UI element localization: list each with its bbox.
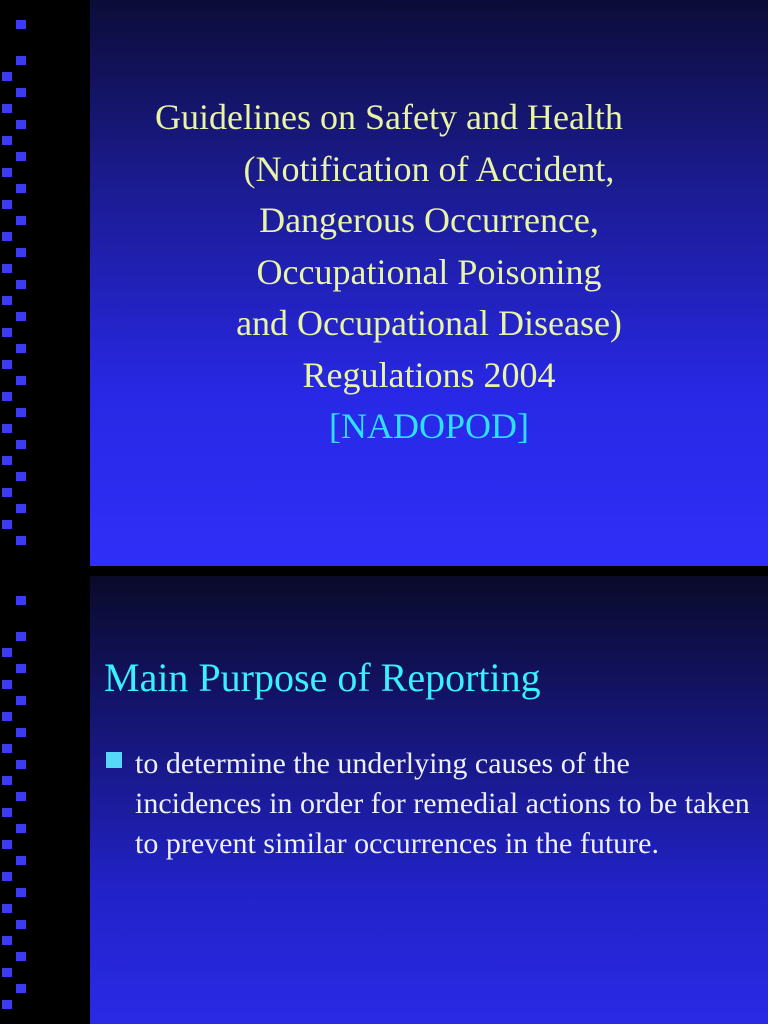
- sidebar-square: [2, 520, 12, 529]
- sidebar-square: [2, 264, 12, 273]
- sidebar-square: [2, 680, 12, 689]
- sidebar-square: [2, 904, 12, 913]
- sidebar-square: [16, 248, 26, 257]
- sidebar-square: [2, 168, 12, 177]
- sidebar-square: [16, 20, 26, 29]
- sidebar-square: [16, 312, 26, 321]
- sidebar-square: [2, 648, 12, 657]
- sidebar-square: [16, 152, 26, 161]
- sidebar-square: [2, 936, 12, 945]
- sidebar-square: [16, 408, 26, 417]
- sidebar-square: [2, 424, 12, 433]
- sidebar-square: [16, 920, 26, 929]
- sidebar-square: [16, 184, 26, 193]
- sidebar-square: [2, 872, 12, 881]
- bullet-text: to determine the underlying causes of the incidences in order for remedial actions to be taken to prevent similar occurrences in the future.: [135, 747, 750, 860]
- title-acronym: [NADOPOD]: [329, 406, 529, 446]
- slide-sidebar-decoration: [0, 0, 90, 566]
- sidebar-square: [2, 712, 12, 721]
- sidebar-square: [2, 296, 12, 305]
- sidebar-square: [16, 760, 26, 769]
- sidebar-square: [16, 632, 26, 641]
- sidebar-square: [2, 328, 12, 337]
- sidebar-square: [16, 984, 26, 993]
- sidebar-square: [16, 504, 26, 513]
- title-line: Dangerous Occurrence,: [259, 200, 599, 240]
- sidebar-square: [16, 376, 26, 385]
- sidebar-square: [16, 596, 26, 605]
- sidebar-square: [16, 440, 26, 449]
- slide-2-content: [90, 576, 768, 1024]
- sidebar-square: [2, 200, 12, 209]
- sidebar-square: [16, 472, 26, 481]
- sidebar-square: [16, 536, 26, 545]
- sidebar-square: [16, 56, 26, 65]
- title-line: (Notification of Accident,: [243, 148, 615, 189]
- sidebar-square: [16, 280, 26, 289]
- sidebar-square: [16, 728, 26, 737]
- sidebar-square: [2, 456, 12, 465]
- slide-1-content: [90, 0, 768, 566]
- sidebar-square: [2, 968, 12, 977]
- sidebar-square: [16, 952, 26, 961]
- slide-sidebar-decoration: [0, 576, 90, 1024]
- sidebar-square: [16, 216, 26, 225]
- sidebar-square: [16, 824, 26, 833]
- sidebar-square: [16, 792, 26, 801]
- title-line: Occupational Poisoning: [256, 251, 602, 292]
- title-line: and Occupational Disease): [236, 303, 622, 343]
- square-bullet-icon: [106, 752, 122, 768]
- slide-title: [90, 92, 768, 453]
- sidebar-square: [2, 360, 12, 369]
- sidebar-square: [16, 344, 26, 353]
- sidebar-square: [2, 776, 12, 785]
- sidebar-square: [16, 888, 26, 897]
- sidebar-square: [2, 232, 12, 241]
- title-line: Regulations 2004: [302, 354, 556, 395]
- sidebar-square: [16, 856, 26, 865]
- slide-heading: Main Purpose of Reporting: [104, 655, 541, 700]
- slide-2: [0, 576, 768, 1024]
- sidebar-square: [2, 1000, 12, 1009]
- sidebar-square: [2, 488, 12, 497]
- sidebar-square: [2, 392, 12, 401]
- sidebar-square: [2, 808, 12, 817]
- sidebar-square: [16, 664, 26, 673]
- title-line: Guidelines on Safety and Health: [155, 97, 623, 137]
- sidebar-square: [2, 744, 12, 753]
- sidebar-square: [16, 696, 26, 705]
- sidebar-square: [2, 72, 12, 81]
- sidebar-square: [2, 840, 12, 849]
